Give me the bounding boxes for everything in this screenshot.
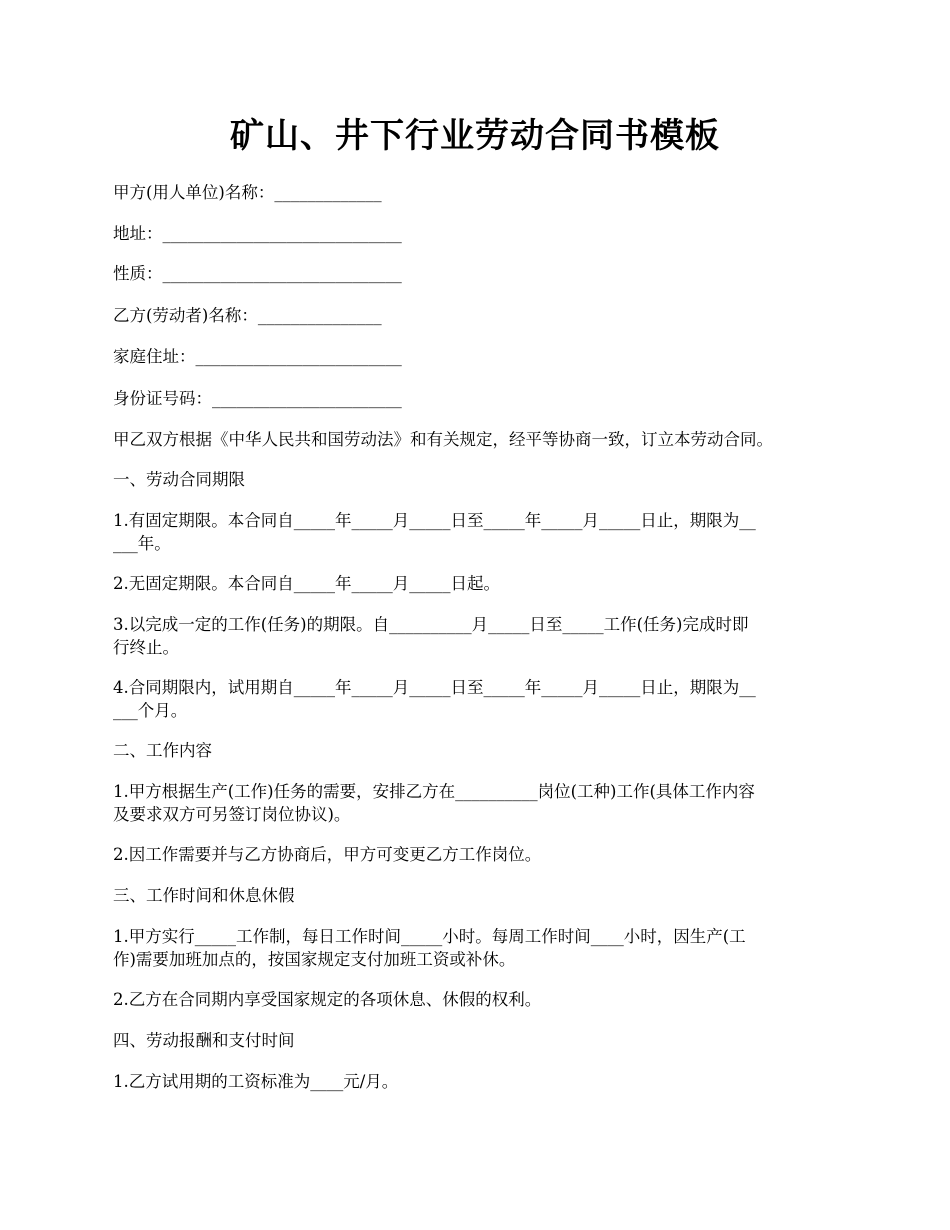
clause-hours-line2: 作)需要加班加点的，按国家规定支付加班工资或补休。 <box>113 950 516 969</box>
field-party-b-name: 乙方(劳动者)名称：_______________ <box>113 306 382 325</box>
clause-probation-pay: 1.乙方试用期的工资标准为____元/月。 <box>113 1072 399 1091</box>
section-heading-pay: 四、劳动报酬和支付时间 <box>113 1031 295 1050</box>
field-party-a-address: 地址：_____________________________ <box>113 224 402 243</box>
clause-work-post-line2: 及要求双方可另签订岗位协议)。 <box>113 805 351 824</box>
clause-task-term-line1: 3.以完成一定的工作(任务)的期限。自__________月_____日至_____工作(任务)完成时即 <box>113 615 749 634</box>
section-heading-term: 一、劳动合同期限 <box>113 470 245 489</box>
document-title: 矿山、井下行业劳动合同书模板 <box>230 116 720 156</box>
clause-hours-line1: 1.甲方实行_____工作制，每日工作时间_____小时。每周工作时间____小时，因生产(工 <box>113 927 746 946</box>
clause-rest-rights: 2.乙方在合同期内享受国家规定的各项休息、休假的权利。 <box>113 990 542 1009</box>
clause-probation-line1: 4.合同期限内，试用期自_____年_____月_____日至_____年_____月_____日止，期限为__ <box>113 678 756 697</box>
clause-fixed-term-line1: 1.有固定期限。本合同自_____年_____月_____日至_____年_____月_____日止，期限为__ <box>113 511 756 530</box>
field-party-a-nature: 性质：_____________________________ <box>113 264 402 283</box>
paragraph-preamble: 甲乙双方根据《中华人民共和国劳动法》和有关规定，经平等协商一致，订立本劳动合同。 <box>113 430 773 449</box>
clause-work-post-line1: 1.甲方根据生产(工作)任务的需要，安排乙方在__________岗位(工种)工作(具体工作内容 <box>113 782 755 801</box>
clause-fixed-term-line2: ___年。 <box>113 534 171 553</box>
clause-probation-line2: ___个月。 <box>113 701 188 720</box>
field-party-b-address: 家庭住址：_________________________ <box>113 347 402 366</box>
clause-task-term-line2: 行终止。 <box>113 638 179 657</box>
section-heading-work: 二、工作内容 <box>113 741 212 760</box>
field-party-a-name: 甲方(用人单位)名称：_____________ <box>113 183 382 202</box>
section-heading-hours: 三、工作时间和休息休假 <box>113 886 295 905</box>
field-party-b-id: 身份证号码：_______________________ <box>113 389 402 408</box>
clause-work-change: 2.因工作需要并与乙方协商后，甲方可变更乙方工作岗位。 <box>113 845 542 864</box>
clause-open-term: 2.无固定期限。本合同自_____年_____月_____日起。 <box>113 574 500 593</box>
